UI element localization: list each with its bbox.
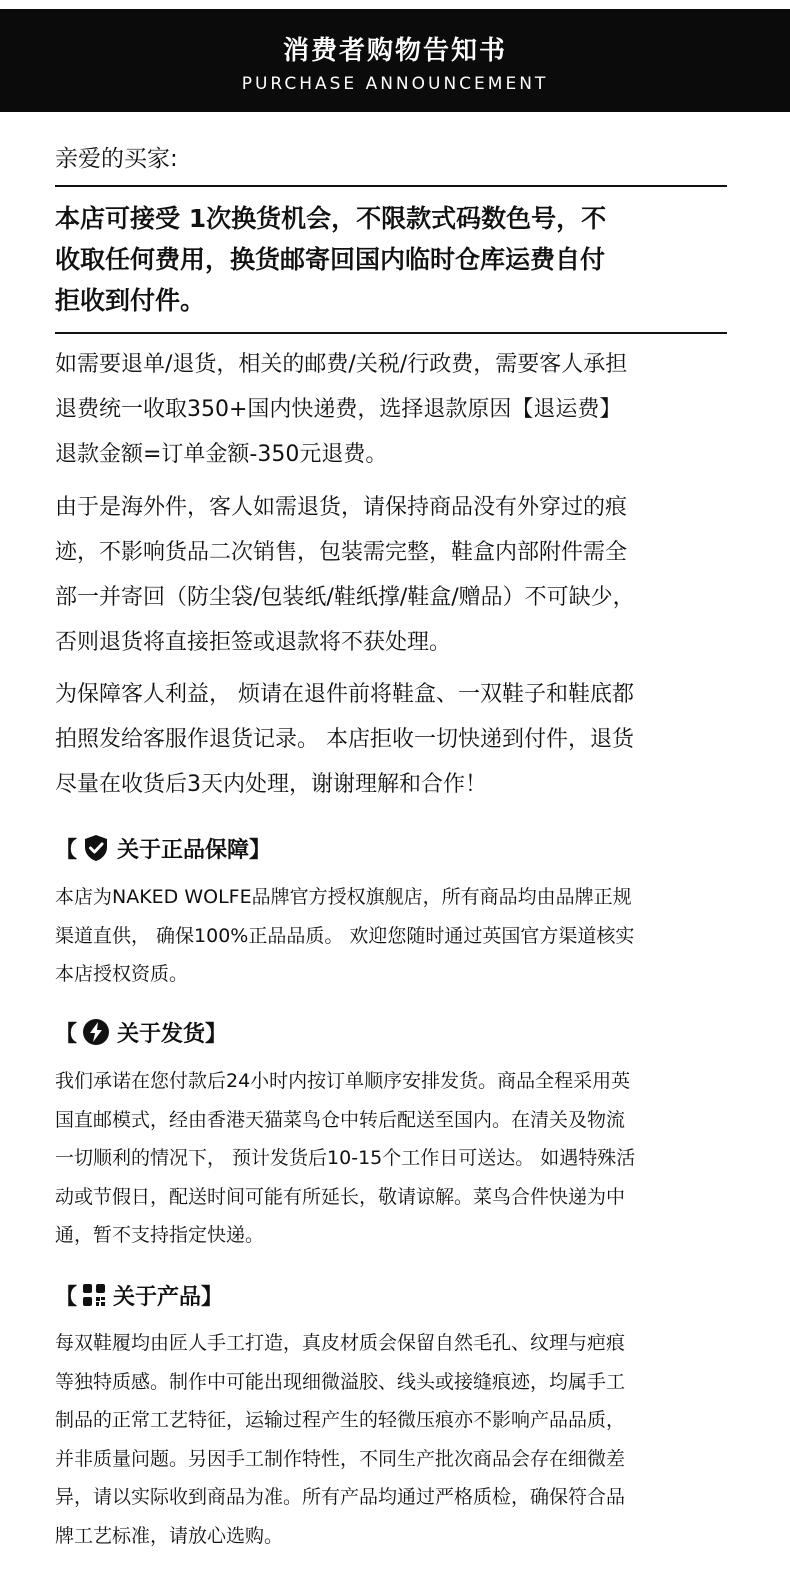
header-top-strip	[0, 0, 790, 9]
shipping-line: 动或节假日，配送时间可能有所延长，敬请谅解。菜鸟合件快递为中	[55, 1185, 626, 1208]
lightning-icon	[81, 1017, 111, 1047]
shipping-line: 一切顺利的情况下， 预计发货后10-15个工作日可送达。 如遇特殊活	[55, 1147, 636, 1169]
exchange-notice-line: 拒收到付件。	[55, 286, 206, 315]
authentic-line: 本店授权资质。	[55, 963, 189, 985]
return-condition	[55, 485, 735, 665]
return-condition-line: 由于是海外件，客人如需退货，请保持商品没有外穿过的痕	[55, 495, 628, 520]
return-condition-line: 迹，不影响货品二次销售，包装需完整，鞋盒内部附件需全	[55, 540, 628, 565]
greeting: 亲爱的买家:	[55, 146, 178, 172]
shipping-line: 国直邮模式，经由香港天猫菜鸟仓中转后配送至国内。在清关及物流	[55, 1108, 626, 1131]
bracket-close: 】	[249, 837, 272, 863]
shipping-line: 通，暂不支持指定快递。	[55, 1224, 265, 1246]
product-line: 等独特质感。制作中可能出现细微溢胶、线头或接缝痕迹，均属手工	[55, 1370, 626, 1393]
section-title-product: 关于产品	[113, 1284, 202, 1310]
section-title-shipping: 关于发货	[117, 1021, 206, 1047]
product-line: 每双鞋履均由匠人手工打造，真皮材质会保留自然毛孔、纹理与疤痕	[55, 1332, 626, 1354]
product-line: 牌工艺标准，请放心选购。	[55, 1524, 284, 1547]
refund-notice-line: 退费统一收取350+国内快递费，选择退款原因【退运费】	[55, 397, 622, 422]
section-heading-shipping	[55, 1014, 227, 1050]
photo-notice-line: 为保障客人利益， 烦请在退件前将鞋盒、一双鞋子和鞋底都	[55, 682, 634, 707]
section-heading-product	[55, 1277, 223, 1313]
divider-top	[55, 185, 727, 187]
product-line: 异，请以实际收到商品为准。所有产品均通过严格质检，确保符合品	[55, 1486, 626, 1508]
shield-check-icon	[81, 833, 111, 863]
photo-notice-line: 尽量在收货后3天内处理，谢谢理解和合作！	[55, 772, 487, 797]
grid-apps-icon	[81, 1282, 107, 1308]
photo-notice-line: 拍照发给客服作退货记录。 本店拒收一切快递到付件，退货	[55, 727, 634, 752]
product-line: 制品的正常工艺特征，运输过程产生的轻微压痕亦不影响产品品质，	[55, 1409, 626, 1431]
refund-notice	[55, 342, 735, 477]
photo-notice	[55, 672, 735, 807]
section-body-shipping	[55, 1062, 735, 1255]
divider-bottom	[55, 332, 727, 334]
bracket-open: 【	[55, 837, 78, 863]
refund-notice-line: 如需要退单/退货，相关的邮费/关税/行政费，需要客人承担	[55, 352, 628, 377]
bracket-close: 】	[201, 1284, 224, 1310]
section-heading-authentic	[55, 830, 271, 866]
exchange-notice-line: 本店可接受 1次换货机会，不限款式码数色号，不	[55, 204, 607, 233]
exchange-notice-line: 收取任何费用，换货邮寄回国内临时仓库运费自付	[55, 245, 606, 274]
exchange-notice	[55, 198, 735, 321]
bracket-open: 【	[55, 1284, 78, 1310]
section-body-authentic	[55, 878, 735, 994]
authentic-line: 渠道直供， 确保100%正品品质。 欢迎您随时通过英国官方渠道核实	[55, 924, 635, 947]
bracket-open: 【	[55, 1021, 78, 1047]
section-title-authentic: 关于正品保障	[117, 837, 250, 863]
header-banner	[0, 0, 790, 112]
refund-notice-line: 退款金额=订单金额-350元退费。	[55, 442, 388, 467]
product-line: 并非质量问题。另因手工制作特性，不同生产批次商品会存在细微差	[55, 1447, 626, 1470]
page-subtitle: PURCHASE ANNOUNCEMENT	[241, 74, 549, 94]
bracket-close: 】	[205, 1021, 228, 1047]
page-title: 消费者购物告知书	[282, 36, 507, 66]
shipping-line: 我们承诺在您付款后24小时内按订单顺序安排发货。商品全程采用英	[55, 1070, 631, 1092]
authentic-line: 本店为NAKED WOLFE品牌官方授权旗舰店，所有商品均由品牌正规	[55, 886, 632, 908]
return-condition-line: 否则退货将直接拒签或退款将不获处理。	[55, 630, 452, 655]
section-body-product	[55, 1324, 735, 1555]
return-condition-line: 部一并寄回（防尘袋/包装纸/鞋纸撑/鞋盒/赠品）不可缺少，	[55, 585, 635, 610]
